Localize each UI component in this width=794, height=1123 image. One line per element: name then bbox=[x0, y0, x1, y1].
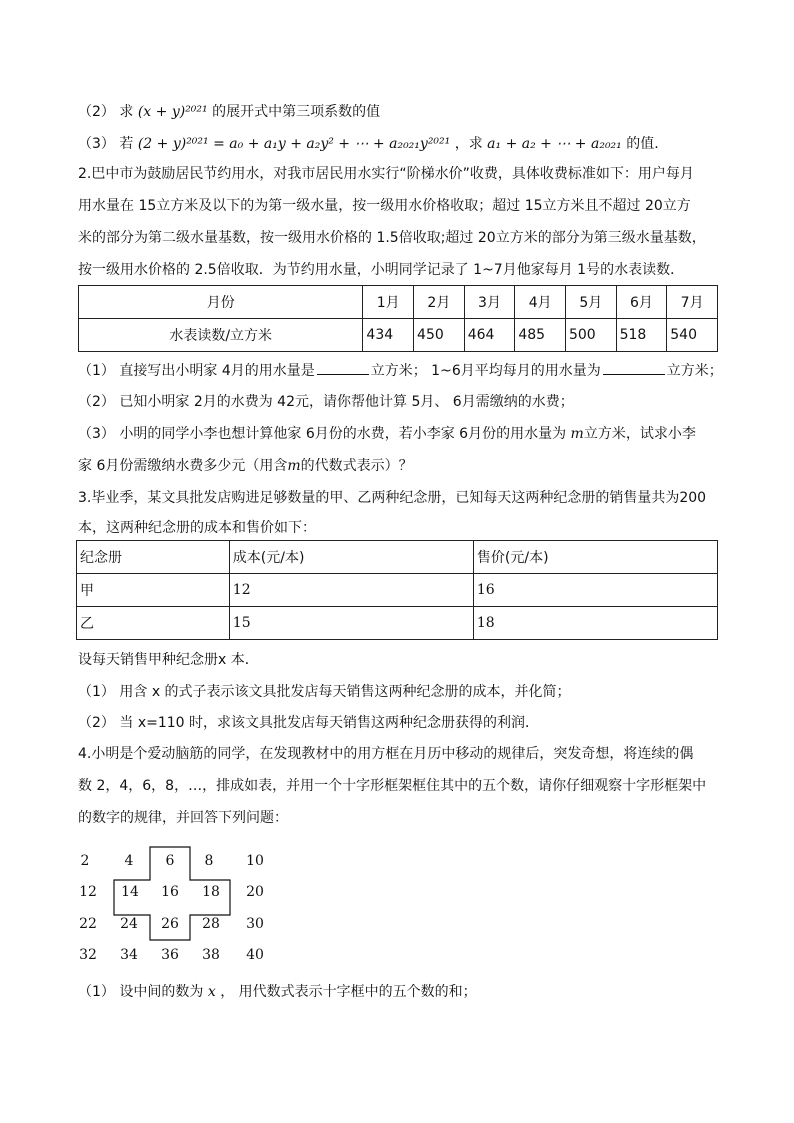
q3-part2 bbox=[78, 713, 539, 733]
q2-part1 bbox=[78, 360, 723, 381]
q2-part3-text-c: 家 6月份需缴纳水费多少元（用含 bbox=[78, 458, 288, 474]
q1-part2-expression: (x + y)²⁰²¹ bbox=[137, 104, 208, 120]
grid-number: 14 bbox=[121, 884, 139, 900]
q3-part1 bbox=[78, 682, 571, 702]
table-cell-month: 2月 bbox=[414, 286, 465, 319]
q1-part3-text-c: 的值. bbox=[626, 136, 659, 152]
table-cell-reading: 518 bbox=[616, 319, 667, 352]
table-header-reading: 水表读数/立方米 bbox=[79, 319, 363, 352]
q1-part3-expression: (2 + y)²⁰²¹ = a₀ + a₁y + a₂y² + ⋯ + a₂₀₂₁y²⁰²¹ bbox=[137, 136, 451, 152]
grid-number: 8 bbox=[204, 853, 214, 869]
q3-stem-line-1: 3.毕业季，某文具批发店购进足够数量的甲、乙两种纪念册，已知每天这两种纪念册的销售量共为200 bbox=[78, 490, 707, 506]
q3-part2-text: 当 x=110 时，求该文具批发店每天销售这两种纪念册获得的利润． bbox=[119, 715, 540, 731]
q2-part1-text-a: 直接写出小明家 4月的用水量是 bbox=[119, 363, 315, 379]
table-cell-reading: 500 bbox=[565, 319, 616, 352]
q2-part3-variable: m bbox=[287, 458, 301, 474]
table-header-cost: 成本(元/本) bbox=[229, 541, 473, 574]
table-header-price: 售价(元/本) bbox=[473, 541, 717, 574]
q2-part1-number: （1） bbox=[78, 363, 115, 379]
q1-part2-number: （2） bbox=[78, 104, 115, 120]
table-cell-month: 7月 bbox=[667, 286, 718, 319]
table-cell-cost: 12 bbox=[229, 574, 473, 607]
q3-part2-number: （2） bbox=[78, 715, 115, 731]
answer-blank[interactable] bbox=[317, 360, 369, 375]
grid-number: 30 bbox=[246, 916, 264, 932]
q4-stem-line-1: 4.小明是个爱动脑筋的同学，在发现教材中的用方框在月历中移动的规律后，突发奇想，将连续的偶 bbox=[78, 746, 694, 762]
q2-part2-number: （2） bbox=[78, 394, 115, 410]
q2-part1-text-b: 立方米； 1~6月平均每月的用水量为 bbox=[370, 363, 601, 379]
answer-blank[interactable] bbox=[603, 360, 665, 375]
table-cell-month: 5月 bbox=[565, 286, 616, 319]
table-cell-cost: 15 bbox=[229, 607, 473, 640]
q1-part3-number: （3） bbox=[78, 136, 115, 152]
q2-part3-line-2 bbox=[78, 456, 413, 476]
q1-part3 bbox=[78, 134, 659, 154]
grid-number: 18 bbox=[202, 884, 220, 900]
q3-assumption: 设每天销售甲种纪念册x 本． bbox=[78, 652, 259, 668]
water-meter-table bbox=[78, 285, 718, 352]
q1-part2-text-b: 的展开式中第三项系数的值 bbox=[212, 104, 381, 120]
memorial-book-table bbox=[76, 540, 718, 640]
grid-number: 34 bbox=[120, 947, 138, 963]
q2-part2 bbox=[78, 392, 574, 412]
table-cell-reading: 485 bbox=[515, 319, 566, 352]
table-header-month: 月份 bbox=[79, 286, 363, 319]
table-row bbox=[77, 574, 718, 607]
grid-number: 4 bbox=[124, 853, 134, 869]
q3-part1-number: （1） bbox=[78, 684, 115, 700]
grid-number: 24 bbox=[120, 916, 138, 932]
q1-part2-text-a: 求 bbox=[119, 104, 134, 120]
grid-number: 10 bbox=[246, 853, 264, 869]
table-cell-reading: 450 bbox=[414, 319, 465, 352]
grid-number: 28 bbox=[202, 916, 220, 932]
q2-stem-line-2: 用水量在 15立方米及以下的为第一级水量，按一级用水价格收取；超过 15立方米且不超过 20立方 bbox=[78, 198, 691, 214]
grid-number: 38 bbox=[202, 947, 220, 963]
table-header-book: 纪念册 bbox=[77, 541, 230, 574]
q2-part3-number: （3） bbox=[78, 426, 115, 442]
q4-part1 bbox=[78, 982, 477, 1002]
q2-part2-text: 已知小明家 2月的水费为 42元，请你帮他计算 5月、 6月需缴纳的水费； bbox=[119, 394, 574, 410]
even-number-grid bbox=[70, 845, 270, 975]
q2-stem-line-3: 米的部分为第二级水量基数，按一级用水价格的 1.5倍收取;超过 20立方米的部分为第三级水量基数， bbox=[78, 230, 706, 246]
grid-number: 2 bbox=[80, 853, 90, 869]
table-cell-price: 18 bbox=[473, 607, 717, 640]
q4-part1-number: （1） bbox=[78, 984, 115, 1000]
q2-stem-line-1: 2.巴中市为鼓励居民节约用水，对我市居民用水实行“阶梯水价”收费，具体收费标准如下：用户每月 bbox=[78, 166, 694, 182]
q4-stem-line-3: 的数字的规律，并回答下列问题： bbox=[78, 810, 288, 826]
table-row bbox=[77, 607, 718, 640]
table-row bbox=[79, 319, 718, 352]
table-cell-month: 4月 bbox=[515, 286, 566, 319]
q2-part3-text-d: 的代数式表示）？ bbox=[300, 458, 413, 474]
table-row bbox=[77, 541, 718, 574]
grid-number: 36 bbox=[161, 947, 179, 963]
q2-part3-variable: m bbox=[570, 426, 584, 442]
grid-number: 20 bbox=[246, 884, 264, 900]
grid-number: 32 bbox=[79, 947, 97, 963]
q2-part1-text-c: 立方米； bbox=[666, 363, 723, 379]
q2-part3-text-b: 立方米，试求小李 bbox=[583, 426, 696, 442]
table-cell-month: 1月 bbox=[363, 286, 414, 319]
q3-part1-text: 用含 x 的式子表示该文具批发店每天销售这两种纪念册的成本，并化简； bbox=[119, 684, 571, 700]
table-cell-price: 16 bbox=[473, 574, 717, 607]
q2-part3-text-a: 小明的同学小李也想计算他家 6月份的水费，若小李家 6月份的用水量为 bbox=[119, 426, 567, 442]
q4-part1-text-a: 设中间的数为 bbox=[119, 984, 204, 1000]
q4-part1-text-b: ， 用代数式表示十字框中的五个数的和； bbox=[220, 984, 477, 1000]
grid-number: 22 bbox=[79, 916, 97, 932]
table-cell-book: 甲 bbox=[77, 574, 230, 607]
table-cell-reading: 434 bbox=[363, 319, 414, 352]
q1-part3-expression-2: a₁ + a₂ + ⋯ + a₂₀₂₁ bbox=[487, 136, 622, 152]
table-cell-reading: 540 bbox=[667, 319, 718, 352]
table-cell-month: 3月 bbox=[464, 286, 515, 319]
grid-number: 16 bbox=[161, 884, 179, 900]
table-cell-book: 乙 bbox=[77, 607, 230, 640]
grid-number: 12 bbox=[79, 884, 97, 900]
grid-number: 6 bbox=[165, 853, 175, 869]
q4-part1-variable: x bbox=[207, 984, 216, 1000]
q4-stem-line-2: 数 2，4，6，8，…，排成如表，并用一个十字形框架框住其中的五个数，请你仔细观察十字形框架中 bbox=[78, 778, 707, 794]
q2-part3-line-1 bbox=[78, 424, 696, 444]
table-cell-reading: 464 bbox=[464, 319, 515, 352]
grid-number: 40 bbox=[246, 947, 264, 963]
q3-stem-line-2: 本，这两种纪念册的成本和售价如下： bbox=[78, 520, 316, 536]
table-row bbox=[79, 286, 718, 319]
q1-part3-text-b: ，求 bbox=[454, 136, 483, 152]
q1-part3-text-a: 若 bbox=[119, 136, 134, 152]
q2-stem-line-4: 按一级用水价格的 2.5倍收取．为节约用水量，小明同学记录了 1~7月他家每月 1号的水表读数． bbox=[78, 262, 685, 278]
q1-part2 bbox=[78, 102, 380, 122]
table-cell-month: 6月 bbox=[616, 286, 667, 319]
grid-number: 26 bbox=[161, 916, 179, 932]
